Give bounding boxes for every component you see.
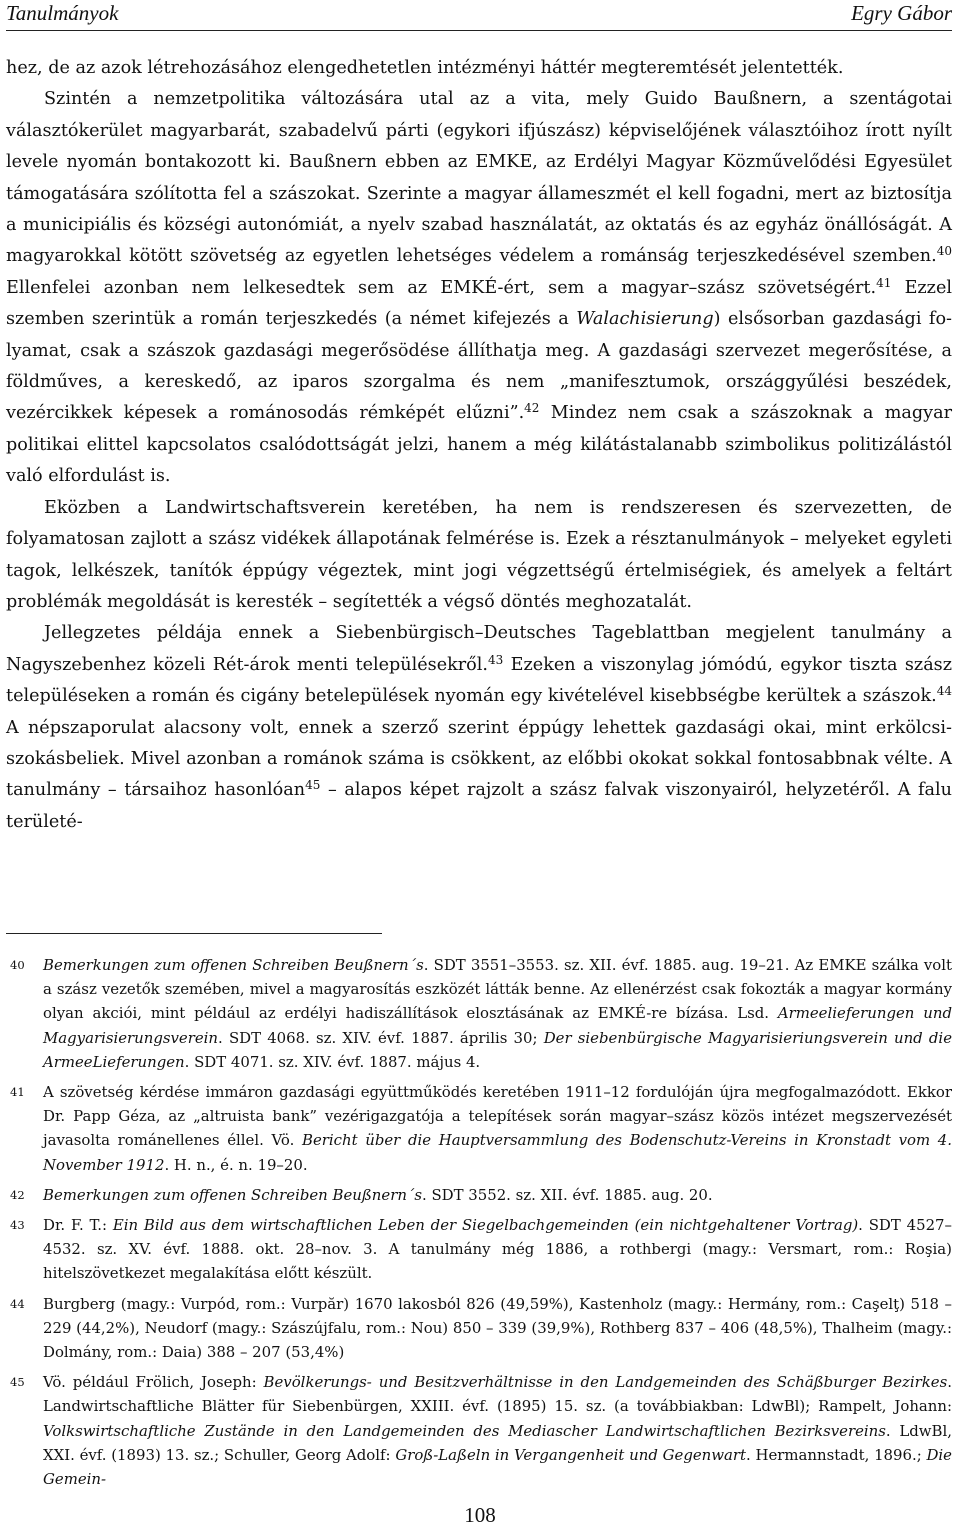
text-run: Ezzel szemben szerintük a román terjeszkedés (a német kifejezés a	[6, 277, 952, 330]
italic-text: Bevölkerungs- und Besitzverhältnisse in den Landgemeinden des Schäßburger Bezirkes	[263, 1373, 948, 1392]
text-run: hez, de az azok létrehozásához elengedhetetlen intézményi háttér megteremtését jelentették.	[6, 58, 844, 78]
footnotes	[6, 953, 952, 1497]
footnote-separator	[6, 933, 382, 934]
text-run: Ellenfelei azonban nem lelkesedtek sem az EMKÉ-ért, sem a magyar–szász szövetségért.	[6, 277, 877, 298]
text-run: A szövetség kérdése immáron gazdasági együttműködés keretében 1911–12 fordulóján újra megfogalmazódott. Ekkor Dr. Papp Géza, az „altruista bank” vezérigazgatója a telepítések során magyar–szász közös intézet megszervezését javasolta románellenes éllel. Vö.	[43, 1083, 952, 1150]
text-run: Dr. F. T.:	[43, 1216, 113, 1235]
italic-text: Bericht über die Hauptversammlung des Bodenschutz-Vereins in Kronstadt vom 4. November 1912	[43, 1131, 953, 1174]
paragraph	[6, 53, 952, 84]
footnote-number: 45	[10, 1375, 25, 1390]
text-run: Szintén a nemzetpolitika változására utal az a vita, mely Guido Baußnern, a szentágotai választókerület magyarbarát, szabadelvű párti (egykori ifjúszász) képviselőjének választóihoz írott nyílt levele nyomán bontakozott ki. Baußnern ebben az EMKE, az Erdélyi Magyar Közművelődési Egyesület támogatására szólította fel a szászokat. Szerinte a magyar állameszmét el kell fogadni, mert az biztosítja a municipiális és községi autonómiát, a nyelv szabad használatát, az oktatás és az egyház önállóságát. A magyarokkal kötött szövetség az egyetlen lehetséges védelem a románság terjeszkedésével szemben.	[6, 89, 952, 267]
footnote	[6, 1292, 952, 1365]
text-run: . Hermannstadt, 1896.;	[746, 1445, 927, 1464]
running-header	[6, 0, 952, 31]
text-run: . SDT 3552. sz. XII. évf. 1885. aug. 20.	[422, 1185, 713, 1204]
footnote-number: 40	[10, 958, 25, 972]
footnote-ref: 42	[524, 401, 540, 416]
text-run: . SDT 4068. sz. XIV. évf. 1887. április 30;	[218, 1028, 544, 1047]
footnote-number: 41	[10, 1085, 25, 1100]
text-run: . H. n., é. n. 19–20.	[164, 1155, 308, 1174]
italic-text: Bemerkungen zum offenen Schreiben Beußnern´s	[43, 956, 424, 974]
italic-text: Bemerkungen zum offenen Schreiben Beußnern´s	[43, 1185, 422, 1204]
italic-text: Walachisierung	[576, 309, 714, 330]
body-text	[6, 53, 952, 838]
footnote-number: 44	[10, 1296, 25, 1311]
paragraph	[6, 493, 952, 619]
text-run: . SDT 4527–4532. sz. XV. évf. 1888. okt. 28–nov. 3. A tanulmány még 1886, a rothbergi (magy.: Versmart, rom.: Roşia) hitelszövetkezet megalakítása előtt készült.	[43, 1216, 952, 1283]
section-title: Tanulmányok	[6, 1, 119, 25]
paragraph	[6, 618, 952, 838]
italic-text: Armeelieferungen und Magyarisierungsverein	[43, 1004, 952, 1047]
italic-text: Groß-Laßeln in Vergangenheit und Gegenwart	[395, 1445, 746, 1464]
text-run: A népszaporulat alacsony volt, ennek a szerző szerint éppúgy lehettek gazdasági okai, mint erkölcsi-szokásbeliek. Mivel azonban a románok száma is csökkent, az előbbi okokat sokkal fontosabbnak vélte. A tanulmány – társaihoz hasonlóan	[6, 717, 952, 801]
footnote	[6, 1213, 952, 1286]
italic-text: Volkswirtschaftliche Zustände in den Landgemeinden des Mediascher Landwirtschaftlichen Bezirksvereins	[43, 1421, 886, 1440]
footnote-ref: 41	[876, 275, 892, 290]
text-run: Jellegzetes példája ennek a Siebenbürgisch–Deutsches Tageblattban megjelent tanulmány a Nagyszebenhez közeli Rét-árok menti településekről.	[6, 623, 952, 675]
footnote	[6, 1183, 952, 1207]
paragraph	[6, 84, 952, 492]
italic-text: Die Gemein-	[43, 1445, 952, 1489]
page-number: 108	[464, 1503, 496, 1527]
text-run: . LdwBl, XXI. évf. (1893) 13. sz.; Schuller, Georg Adolf:	[43, 1421, 952, 1464]
text-run: . SDT 4071. sz. XIV. évf. 1887. május 4.	[184, 1052, 481, 1071]
text-run: Burgberg (magy.: Vurpód, rom.: Vurpăr) 1670 lakosból 826 (49,59%), Kastenholz (magy.: Hermány, rom.: Caşelţ) 518 – 229 (44,2%), Neudorf (magy.: Szászújfalu, rom.: Nou) 850 – 339 (39,9%), Rothberg 837 – 406 (48,5%), Thalheim (magy.: Dolmány, rom.: Daia) 388 – 207 (53,4%)	[43, 1294, 952, 1362]
text-run: Mindez nem csak a szászoknak a magyar politikai elittel kapcsolatos csalódottságát jelzi, hanem a még kilátástalanabb szimbolikus politizálástól való elfordulást is.	[6, 403, 952, 487]
author-name: Egry Gábor	[851, 1, 952, 25]
text-run: Ezeken a viszonylag jómódú, egykor tiszta szász településeken a román és cigány betelepülések nyomán egy kivételével kisebbségbe kerültek a szászok.	[6, 654, 952, 707]
footnote-ref: 43	[488, 652, 504, 667]
footnote-number: 43	[10, 1218, 25, 1233]
italic-text: Der siebenbürgische Magyarisieriungsverein und die ArmeeLieferungen	[43, 1028, 953, 1071]
text-run: ) elsősorban gazdasági folyamat, csak a szászok gazdasági megerősödése állíthatja meg. A gazdasági szervezet megerősítése, a földműves, a kereskedő, az iparos szorgalma és nem „manifesztumok, országgyűlési beszédek, vezércikkek képesek a románosodás rémképét elűzni”.	[6, 309, 952, 424]
footnote	[6, 1080, 952, 1177]
footnote-ref: 40	[936, 244, 952, 259]
italic-text: Ein Bild aus dem wirtschaftlichen Leben der Siegelbachgemeinden (ein nichtgehaltener Vortrag)	[112, 1216, 859, 1235]
text-run: Vö. például Frölich, Joseph:	[43, 1373, 264, 1392]
text-run: . Landwirtschaftliche Blätter für Siebenbürgen, XXIII. évf. (1895) 15. sz. (a továbbiakban: LdwBl); Rampelt, Johann:	[43, 1373, 952, 1416]
footnote	[6, 953, 952, 1074]
text-run: . SDT 3551–3553. sz. XII. évf. 1885. aug. 19–21. Az EMKE szálka volt a szász vezetők szemében, mivel a magyarosítás eszközét látták benne. Az ellenérzést csak fokozták a magyar kormány olyan akciói, mint például az erdélyi hadiszállítások elosztásának az EMKÉ-re bízása. Lsd.	[43, 956, 952, 1023]
text-run: – alapos képet rajzolt a szász falvak viszonyairól, helyzetéről. A falu területé-	[6, 780, 952, 832]
footnote	[6, 1370, 952, 1491]
text-run: Eközben a Landwirtschaftsverein keretében, ha nem is rendszeresen és szervezetten, de folyamatosan zajlott a szász vidékek állapotának felmérése is. Ezek a résztanulmányok – melyeket egyleti tagok, lelkészek, tanítók éppúgy végeztek, mint jogi végzettségű értelmiségiek, és amelyek a feltárt problémák megoldását is keresték – segítették a végső döntés meghozatalát.	[6, 497, 952, 612]
footnote-ref: 44	[936, 684, 952, 699]
footnote-ref: 45	[305, 778, 321, 793]
footnote-number: 42	[10, 1187, 25, 1202]
